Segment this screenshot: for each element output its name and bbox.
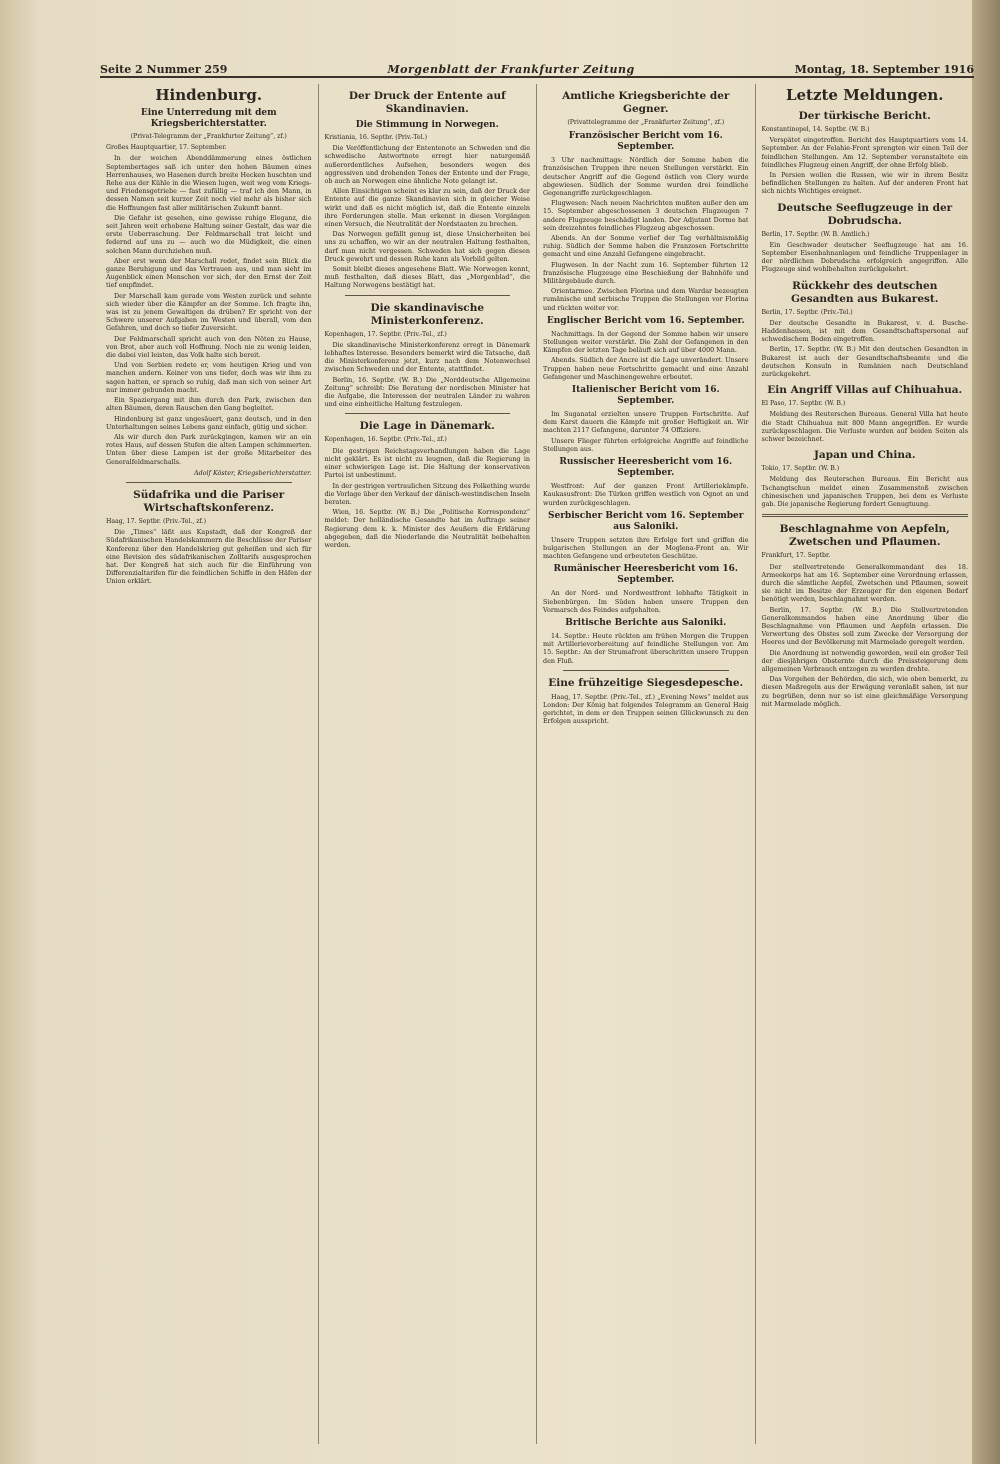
paragraph: Und von Serbien redete er, vom heutigen Krieg und von manchen andern. Keiner von uns tiefer, doch was wir ihm zu sagen hatten, er sprach so ruhig, daß man sich von seiner Art nur immer gebunden macht. bbox=[106, 361, 312, 394]
paragraph: Berlin, 16. Septbr. (W. B.) Die „Norddeutsche Allgemeine Zeitung“ schreibt: Die Beratung der nordischen Minister hat die Aufgabe, die Interessen der neutralen Länder zu wahren und eine einheitliche Haltung festzulegen. bbox=[324, 375, 530, 409]
article-dateline: Berlin, 17. Septbr. (Priv.-Tel.) bbox=[761, 308, 853, 316]
paragraph: Berlin, 17. Septbr. (W. B.) Die Stellvertretenden Generalkommandos haben eine Anordnung über die Beschlagnahme von Pflaumen und Aepfeln erlassen. Die Verwertung des Obstes soll zum Zwecke der Versorgung der Heeres und der Bevölkerung mit Marmelade geregelt werden. bbox=[761, 605, 968, 647]
paragraph: Die Anordnung ist notwendig geworden, weil ein großer Teil der diesjährigen Obsternte durch die Preissteigerung dem allgemeinen Verbrauch entzogen zu werden drohte. bbox=[761, 648, 968, 673]
paragraph: Hindenburg ist ganz ungesäuert, ganz deutsch, und in den Unterhaltungen seines Lebens ganz einfach, gütig und sicher. bbox=[106, 414, 312, 431]
article-dateline: Großes Hauptquartier, 17. September. bbox=[106, 144, 227, 152]
article-title-kriegsberichte: Amtliche Kriegsberichte der Gegner. bbox=[562, 90, 730, 115]
article-title-beschlagnahme: Beschlagnahme von Aepfeln, Zwetschen und Pflaumen. bbox=[779, 523, 950, 549]
article-dateline: Haag, 17. Septbr. (Priv.-Tel., zf.) bbox=[106, 517, 207, 525]
article-title-seeflugzeuge: Deutsche Seeflugzeuge in der Dobrudscha. bbox=[777, 201, 953, 227]
paragraph: 3 Uhr nachmittags: Nördlich der Somme haben die französischen Truppen ihre neuen Stellungen verstärkt. Ein deutscher Angriff auf die Gegend östlich von Clery wurde abgewiesen. Südlich der Somme wurden drei feindliche Gegenangriffe zurückgeschlagen. bbox=[543, 156, 749, 198]
paragraph: Der deutsche Gesandte in Bukarest, v. d. Busche-Haddenhausen, ist mit dem Gesandtschaftspersonal auf schwedischem Boden eingetroffen. bbox=[761, 318, 968, 344]
paragraph: Aber erst wenn der Marschall redet, findet sein Blick die ganze Beruhigung und das Vertrauen aus, und man sieht im Augenblick einen Menschen vor sich, der den Ernst der Zeit tief empfindet. bbox=[106, 256, 312, 290]
article-dateline: El Paso, 17. Septbr. (W. B.) bbox=[761, 400, 846, 408]
newspaper-title: Morgenblatt der Frankfurter Zeitung bbox=[387, 63, 635, 76]
paragraph: Berlin, 17. Septbr. (W. B.) Mit den deutschen Gesandten in Bukarest ist auch der Gesandtschaftsbeamte und die deutschen Konsuln in Rumänien nach Deutschland zurückgekehrt. bbox=[761, 345, 968, 379]
paragraph: Im Suganatal erzielten unsere Truppen Fortschritte. Auf dem Karst dauern die Kämpfe mit großer Heftigkeit an. Wir machten 2117 Gefangene, darunter 74 Offiziere. bbox=[543, 410, 749, 435]
divider bbox=[345, 413, 511, 414]
section-heading: Französischer Bericht vom 16. September. bbox=[568, 131, 723, 153]
paragraph: Orientarmee. Zwischen Florina und dem Wardar bezeugten rumänische und serbische Truppen die Stellungen vor Florina und rückten weiter vor. bbox=[543, 287, 749, 312]
paragraph: Abends. Südlich der Ancre ist die Lage unverändert. Unsere Truppen haben neue Fortschritte gemacht und eine Anzahl Gefangener und Maschinengewehre erbeutet. bbox=[543, 356, 749, 381]
paragraph: Ein Spaziergang mit ihm durch den Park, zwischen den alten Bäumen, deren Rauschen den Gang begleitet. bbox=[106, 396, 312, 413]
book-spine bbox=[972, 0, 1000, 1464]
section-heading: Russischer Heeresbericht vom 16. September. bbox=[559, 457, 733, 479]
article-title-daenemark: Die Lage in Dänemark. bbox=[359, 420, 495, 433]
paragraph: Die gestrigen Reichstagsverhandlungen haben die Lage nicht geklärt. Es ist nicht zu leugnen, daß die Regierung in einer schwierigen Lage ist. Die Haltung der konservativen Partei ist unbestimmt. bbox=[324, 446, 530, 480]
paragraph: Nachmittags. In der Gegend der Somme haben wir unsere Stellungen weiter verstärkt. Die Zahl der Gefangenen in den Kämpfen der letzten Tage beläuft sich auf über 4000 Mann. bbox=[543, 329, 749, 355]
paragraph: 14. Septbr.: Heute rückten am frühen Morgen die Truppen mit Artillerievorbereitung auf feindliche Stellungen vor. Am 15. Septbr.: An der Strumafront überschritten unsere Truppen den Fluß. bbox=[543, 631, 749, 665]
paragraph: Meldung des Reuterschen Bureaus. Ein Bericht aus Tschangtschun meldet einen Zusammenstoß zwischen chinesischen und japanischen Truppen, bei dem es Verluste gab. Die japanische Regierung fordert Genugtuung. bbox=[761, 475, 968, 509]
article-dateline: Frankfurt, 17. Septbr. bbox=[761, 552, 831, 560]
paragraph: Ein Geschwader deutscher Seeflugzeuge hat am 16. September Eisenbahnanlagen und feindliche Truppenlager in der nördlichen Dobrudscha erfolgreich angegriffen. Alle Flugzeuge sind wohlbehalten zurückgekehrt. bbox=[761, 240, 968, 274]
paragraph: Verspätet eingetroffen. Bericht des Hauptquartiers vom 14. September. An der Felahie-Front sprengten wir einen Teil der feindlichen Stellungen. Am 12. September veranstaltete ein feindliches Flugzeug einen Angriff, der ohne Erfolg blieb. bbox=[761, 136, 968, 169]
article-dateline: Berlin, 17. Septbr. (W. B. Amtlich.) bbox=[761, 230, 870, 238]
paragraph: Die Gefahr ist gesehen, eine gewisse ruhige Eleganz, die seit Jahren weit erhobene Haltung seiner Gestalt, das war die erste Ueberraschung. Der Feldmarschall trat leicht und federnd auf uns zu — auch wo die Müdigkeit, die einen solchen Mann durchziehen muß. bbox=[106, 213, 312, 255]
article-dateline: Konstantinopel, 14. Septbr. (W. B.) bbox=[761, 126, 870, 133]
article-signature: Adolf Köster, Kriegsberichterstatter. bbox=[193, 468, 312, 477]
section-heading: Britische Berichte aus Saloniki. bbox=[565, 617, 727, 628]
article-dateline: Kristiania, 16. Septbr. (Priv.-Tel.) bbox=[324, 134, 428, 141]
paragraph: Allen Einsichtigen scheint es klar zu sein, daß der Druck der Entente auf die ganze Skandinavien sich in gleicher Weise wirkt und daß es nicht möglich ist, daß die Entente einzeln ihre Forderungen stelle. Man erkennt in diesen Vorgängen einen Versuch, die Neutralität der Nordstaaten zu brechen. bbox=[324, 187, 530, 229]
article-subtitle-norwegen: Die Stimmung in Norwegen. bbox=[355, 120, 499, 130]
paragraph: Meldung des Reuterschen Bureaus. General Villa hat heute die Stadt Chihuahua mit 800 Mann angegriffen. Er wurde zurückgeschlagen. Die Verluste wurden auf beiden Seiten als schwer bezeichnet. bbox=[761, 410, 968, 444]
divider bbox=[345, 295, 511, 296]
article-title-gesandter: Rückkehr des deutschen Gesandten aus Bukarest. bbox=[791, 279, 939, 305]
divider bbox=[563, 670, 729, 671]
section-heading: Englischer Bericht vom 16. September. bbox=[546, 315, 745, 326]
section-title-letzte-meldungen: Letzte Meldungen. bbox=[785, 86, 944, 104]
article-source: (Privat-Telegramm der „Frankfurter Zeitung“, zf.) bbox=[130, 133, 287, 140]
article-title-tuerkischer-bericht: Der türkische Bericht. bbox=[798, 110, 931, 122]
paragraph: In der gestrigen vertraulichen Sitzung des Folkething wurde die Vorlage über den Verkauf der dänisch-westindischen Inseln beraten. bbox=[324, 481, 530, 506]
section-heading: Rumänischer Heeresbericht vom 16. September. bbox=[553, 564, 739, 586]
column-1 bbox=[100, 84, 319, 1444]
column-2 bbox=[319, 84, 538, 1444]
page-number: Seite 2 Nummer 259 bbox=[100, 63, 228, 76]
paragraph: Somit bleibt dieses angesehene Blatt. Wie Norwegen kennt, muß festhalten, daß dieses Blatt, das „Morgenblad“, die Haltung Norwegens bestätigt hat. bbox=[324, 265, 530, 290]
divider bbox=[762, 514, 969, 517]
article-title-ministerkonferenz: Die skandinavische Ministerkonferenz. bbox=[370, 301, 485, 327]
section-heading: Serbischer Bericht vom 16. September aus Saloniki. bbox=[547, 510, 744, 532]
article-title-villa: Ein Angriff Villas auf Chihuahua. bbox=[767, 384, 963, 397]
article-title-suedafrika: Südafrika und die Pariser Wirtschaftskonferenz. bbox=[133, 488, 285, 514]
paragraph: In Persien wollen die Russen, wie wir in ihrem Besitz befindlichen Stellungen zu halten. Auf der anderen Front hat sich nichts Wichtiges ereignet. bbox=[761, 171, 968, 196]
paragraph: In der weichen Abenddämmerung eines östlichen Septembertages saß ich unter den hohen Bäumen eines Herrenhauses, wo Hasenen durch breite Hecken huschten und Rehe aus der Kühle in die Wiesen lugen, weit weg vom Kriegs- und Friedensgetriebe — fast zufällig — traf ich den Mann, in dessen Namen seit kurzer Zeit noch viel mehr als bisher sich die Hoffnungen fast aller militärischen Zukunft bannt. bbox=[106, 154, 312, 212]
article-title-japan-china: Japan und China. bbox=[813, 449, 916, 462]
article-title-entente: Der Druck der Entente auf Skandinavien. bbox=[348, 90, 506, 115]
masthead bbox=[100, 56, 974, 78]
divider bbox=[126, 482, 292, 483]
article-source: (Privattelegramme der „Frankfurter Zeitung“, zf.) bbox=[567, 119, 725, 126]
article-dateline: Kopenhagen, 16. Septbr. (Priv.-Tel., zf.) bbox=[324, 436, 447, 444]
issue-date: Montag, 18. September 1916 bbox=[794, 63, 974, 76]
article-dateline: Tokio, 17. Septbr. (W. B.) bbox=[761, 465, 840, 473]
section-heading: Italienischer Bericht vom 16. September. bbox=[571, 385, 720, 407]
paragraph: Westfront: Auf der ganzen Front Artilleriekämpfe. Kaukasusfront: Die Türken griffen westlich von Ognot an und wurden zurückgeschlagen. bbox=[543, 482, 749, 507]
paragraph: Das Norwegen gefällt genug ist, diese Unsicherheiten bei uns zu schaffen, wo wir an der neutralen Haltung festhalten, darf man nicht vergessen. Schweden hat sich gegen diesen Druck gewehrt und dessen Ruhe kann als Vorbild gelten. bbox=[324, 230, 530, 263]
article-dateline: Kopenhagen, 17. Septbr. (Priv.-Tel., zf.) bbox=[324, 330, 447, 338]
paragraph: Die skandinavische Ministerkonferenz erregt in Dänemark lebhaftes Interesse. Besonders bemerkt wird die Tatsache, daß die Ministerkonferenz jetzt, kurz nach dem Notenwechsel zwischen Schweden und der Entente, stattfindet. bbox=[324, 340, 530, 374]
paragraph: Die Veröffentlichung der Ententenote an Schweden und die schwedische Antwortnote erregt hier naturgemäß außerordentliches Aufsehen, besonders wegen des aggressiven und drohenden Tones der Entente und der Frage, ob auch an Norwegen eine ähnliche Note gelangt ist. bbox=[324, 144, 530, 186]
article-columns bbox=[100, 84, 974, 1444]
column-3 bbox=[537, 84, 756, 1444]
paragraph: An der Nord- und Nordwestfront lebhafte Tätigkeit in Siebenbürgen. Im Süden haben unsere Truppen den Vormarsch des Feindes aufgehalten. bbox=[543, 589, 749, 614]
paragraph: Das Vorgehen der Behörden, die sich, wie oben bemerkt, zu diesen Maßregeln aus der Erwägung veranlaßt sahen, ist nur zu begrüßen, denn nur so ist eine gleichmäßige Versorgung mit Marmelade möglich. bbox=[761, 675, 968, 708]
article-title-siegesdepesche: Eine frühzeitige Siegesdepesche. bbox=[548, 676, 744, 689]
paragraph: Unsere Truppen setzten ihre Erfolge fort und griffen die bulgarischen Stellungen an der Moglena-Front an. Wir machten Gefangene und erbeuteten Geschütze. bbox=[543, 535, 749, 561]
article-title-hindenburg: Hindenburg. bbox=[155, 86, 263, 104]
column-4 bbox=[756, 84, 975, 1444]
paragraph: Flugwesen: Nach neuen Nachrichten mußten außer den am 15. September abgeschossenen 3 deutschen Flugzeugen 7 andere Flugzeuge beschädigt landen. Der Adjutant Dorme hat sein dreizehntes feindliches Flugzeug abgeschossen. bbox=[543, 199, 749, 232]
paragraph: Die „Times“ läßt aus Kapstadt, daß der Kongreß der Südafrikanischen Handelskammern die Beschlüsse der Pariser Konferenz über den Handelskrieg gut geheißen und sich für eine Revision des südafrikanischen Zolltarifs ausgesprochen hat. Der Kongreß hat sich auch für die Einführung von Differenzialtarifen für die feindlichen Schiffe in den Häfen der Union erklärt. bbox=[106, 528, 312, 586]
paragraph: Der stellvertretende Generalkommandant des 18. Armeekorps hat am 16. September eine Verordnung erlassen, durch die sämtliche Aepfel, Zwetschen und Pflaumen, soweit sie nicht im Besitze der Erzeuger für den eigenen Bedarf benötigt werden, beschlagnahmt werden. bbox=[761, 562, 968, 604]
paragraph: Flugwesen. In der Nacht zum 16. September führten 12 französische Flugzeuge eine Beschießung der Bahnhöfe und Militärgebäude durch. bbox=[543, 260, 749, 286]
paragraph: Der Marschall kam gerade vom Westen zurück und sehnte sich wieder über die Kämpfer an der Somme. Ich fragte ihn, was ist zu jenem Gewaltigen da drüben? Er spricht von der Schwere unserer Aufgaben im Westen und überall, vom den Gefahren, und doch so tiefer Zuversicht. bbox=[106, 291, 312, 333]
paragraph: Als wir durch den Park zurückgingen, kamen wir an ein rotes Haus, auf dessen Stufen die alten Lampen schimmerten. Unten über diese Lampen ist der große Mitarbeiter des Generalfeldmarschalls. bbox=[106, 432, 312, 466]
article-subtitle-hindenburg: Eine Unterredung mit dem Kriegsberichterstatter. bbox=[140, 108, 277, 129]
paragraph: Wien, 16. Septbr. (W. B.) Die „Politische Korrespondenz“ meldet: Der holländische Gesandte hat im Auftrage seiner Regierung dem k. k. Minister des Aeußern die Erklärung abgegeben, daß die Niederlande die Neutralität beibehalten werden. bbox=[324, 508, 530, 549]
paragraph: Abends. An der Somme verlief der Tag verhältnismäßig ruhig. Südlich der Somme haben die Franzosen Fortschritte gemacht und eine Anzahl Gefangene eingebracht. bbox=[543, 234, 749, 259]
paragraph: Unsere Flieger führten erfolgreiche Angriffe auf feindliche Stellungen aus. bbox=[543, 436, 749, 453]
paragraph: Der Feldmarschall spricht auch von den Nöten zu Hause, von Brot, aber auch voll Hoffnung. Noch nie zu wenig leiden, die dabei viel leisten, das Volk halte sich bereit. bbox=[106, 334, 312, 360]
paragraph: Haag, 17. Septbr. (Priv.-Tel., zf.) „Evening News“ meldet aus London: Der König hat folgendes Telegramm an General Haig gerichtet, in dem er den Truppen seinen Glückwunsch zu den Erfolgen ausspricht. bbox=[543, 692, 749, 726]
